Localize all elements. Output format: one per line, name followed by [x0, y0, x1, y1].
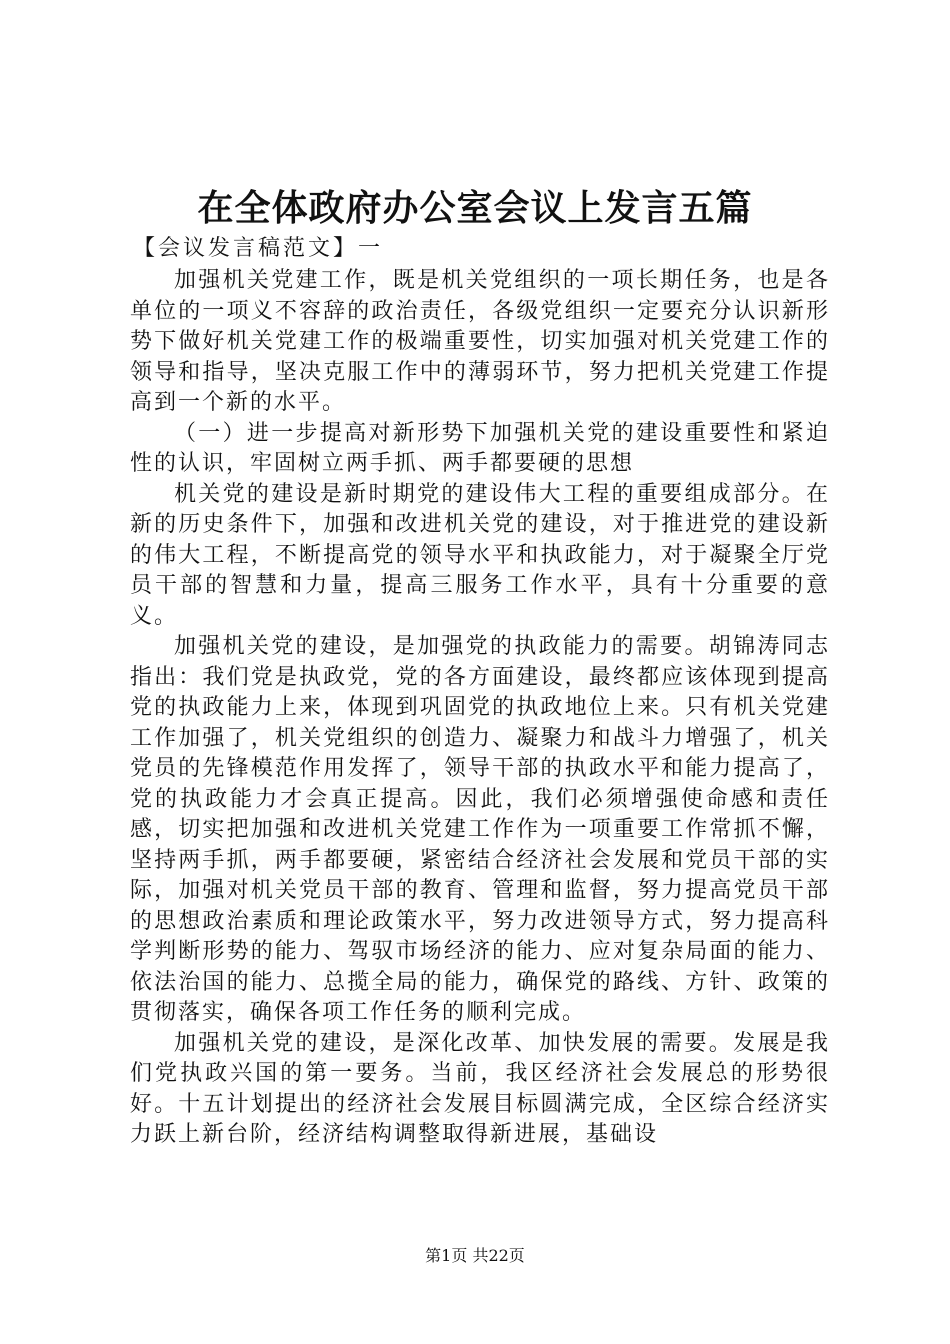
subheading: （一）进一步提高对新形势下加强机关党的建设重要性和紧迫性的认识，牢固树立两手抓、两手都要硬的思想: [130, 420, 830, 476]
paragraph: 加强机关党的建设，是深化改革、加快发展的需要。发展是我们党执政兴国的第一要务。当前，我区经济社会发展总的形势很好。十五计划提出的经济社会发展目标圆满完成，全区综合经济实力跃上新台阶，经济结构调整取得新进展，基础设: [130, 1030, 830, 1147]
paragraph: 加强机关党的建设，是加强党的执政能力的需要。胡锦涛同志指出：我们党是执政党，党的各方面建设，最终都应该体现到提高党的执政能力上来，体现到巩固党的执政地位上来。只有机关党建工作加强了，机关党组织的创造力、凝聚力和战斗力增强了，机关党员的先锋模范作用发挥了，领导干部的执政水平和能力提高了，党的执政能力才会真正提高。因此，我们必须增强使命感和责任感，切实把加强和改进机关党建工作作为一项重要工作常抓不懈，坚持两手抓，两手都要硬，紧密结合经济社会发展和党员干部的实际，加强对机关党员干部的教育、管理和监督，努力提高党员干部的思想政治素质和理论政策水平，努力改进领导方式，努力提高科学判断形势的能力、驾驭市场经济的能力、应对复杂局面的能力、依法治国的能力、总揽全局的能力，确保党的路线、方针、政策的贯彻落实，确保各项工作任务的顺利完成。: [130, 634, 830, 1025]
document-body: [130, 266, 830, 1151]
page-title: 在全体政府办公室会议上发言五篇: [197, 187, 753, 229]
paragraph: 加强机关党建工作，既是机关党组织的一项长期任务，也是各单位的一项义不容辞的政治责任，各级党组织一定要充分认识新形势下做好机关党建工作的极端重要性，切实加强对机关党建工作的领导和指导，坚决克服工作中的薄弱环节，努力把机关党建工作提高到一个新的水平。: [130, 268, 830, 415]
section-label: 【会议发言稿范文】一: [133, 236, 384, 261]
page-number: 第1页 共22页: [425, 1246, 525, 1265]
paragraph: 机关党的建设是新时期党的建设伟大工程的重要组成部分。在新的历史条件下，加强和改进机关党的建设，对于推进党的建设新的伟大工程，不断提高党的领导水平和执政能力，对于凝聚全厅党员干部的智慧和力量，提高三服务工作水平，具有十分重要的意义。: [130, 481, 830, 629]
